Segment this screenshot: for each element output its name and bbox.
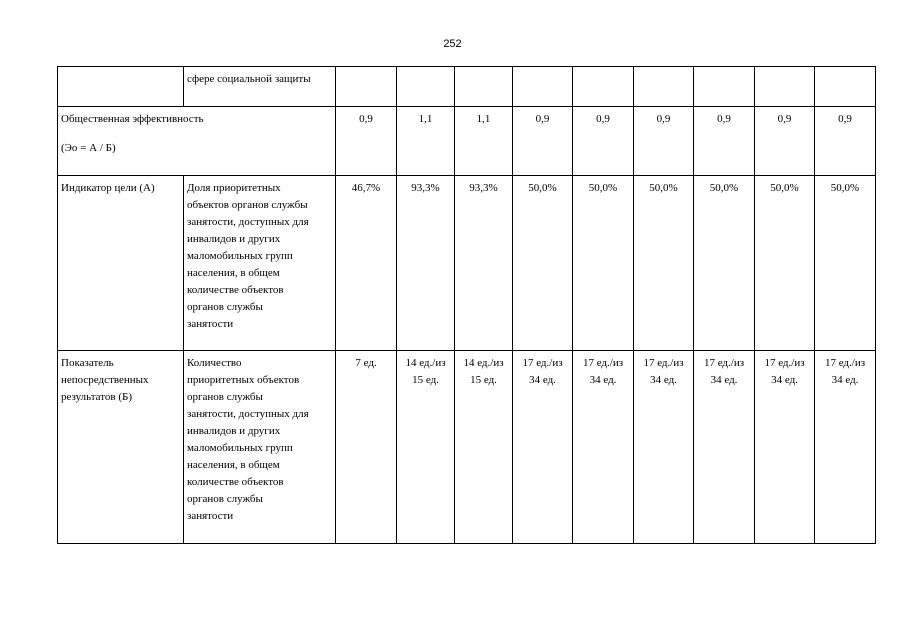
value-line: 15 ед.: [412, 374, 439, 386]
page-number: 252: [443, 38, 462, 50]
description-line: Доля приоритетных: [187, 182, 281, 194]
value-cell: [397, 351, 455, 544]
label-cell: [58, 351, 184, 544]
table-row: [58, 351, 876, 544]
description-text: сфере социальной защиты: [187, 73, 311, 85]
value-line: 34 ед.: [710, 374, 738, 386]
value-cell: 1,1: [397, 107, 455, 176]
table-row: [58, 107, 876, 176]
value-cell: [397, 67, 455, 107]
value-cell: [336, 351, 397, 544]
value-cell: 50,0%: [755, 176, 815, 351]
description-line: приоритетных объектов: [187, 374, 300, 386]
description-line: инвалидов и других: [187, 233, 281, 245]
value-cell: [755, 351, 815, 544]
description-line: органов службы: [187, 391, 263, 403]
description-line: населения, в общем: [187, 459, 280, 471]
value-cell: 50,0%: [634, 176, 694, 351]
value-line: 17 ед./из: [824, 357, 866, 369]
value-cell: 50,0%: [694, 176, 755, 351]
table-row: [58, 67, 876, 107]
value-cell: 50,0%: [513, 176, 573, 351]
value-cell: [455, 351, 513, 544]
value-cell: [815, 67, 876, 107]
value-line: 34 ед.: [831, 374, 859, 386]
value-cell: [694, 67, 755, 107]
value-line: 14 ед./из: [405, 357, 446, 369]
description-line: населения, в общем: [187, 267, 280, 279]
value-line: 34 ед.: [529, 374, 556, 386]
value-cell: [694, 351, 755, 544]
label-cell: [58, 107, 336, 176]
label-cell: [58, 176, 184, 351]
value-cell: 0,9: [634, 107, 694, 176]
value-cell: 0,9: [755, 107, 815, 176]
value-line: 17 ед./из: [703, 357, 745, 369]
description-line: маломобильных групп: [187, 250, 293, 262]
value-line: 14 ед./из: [463, 357, 504, 369]
value-cell: 0,9: [573, 107, 634, 176]
value-cell: [634, 67, 694, 107]
value-cell: [336, 67, 397, 107]
efficiency-label: Общественная эффективность: [61, 113, 204, 125]
description-line: занятости: [187, 318, 234, 330]
description-line: количестве объектов: [187, 284, 284, 296]
description-line: инвалидов и других: [187, 425, 281, 437]
value-cell: 93,3%: [455, 176, 513, 351]
description-line: органов службы: [187, 493, 263, 505]
table-row: [58, 176, 876, 351]
value-cell: [455, 67, 513, 107]
value-line: 7 ед.: [355, 357, 377, 369]
value-cell: [755, 67, 815, 107]
value-line: 34 ед.: [589, 374, 617, 386]
description-line: органов службы: [187, 301, 263, 313]
goal-indicator-label: Индикатор цели (А): [61, 182, 155, 194]
result-indicator-label: результатов (Б): [61, 391, 133, 403]
value-cell: 93,3%: [397, 176, 455, 351]
value-cell: [573, 351, 634, 544]
description-line: маломобильных групп: [187, 442, 293, 454]
value-cell: [513, 351, 573, 544]
description-line: занятости, доступных для: [187, 216, 309, 228]
value-cell: [634, 351, 694, 544]
value-line: 17 ед./из: [582, 357, 624, 369]
value-line: 34 ед.: [771, 374, 798, 386]
label-cell: [58, 67, 184, 107]
value-line: 17 ед./из: [764, 357, 805, 369]
value-cell: 0,9: [694, 107, 755, 176]
description-cell: [184, 67, 336, 107]
value-line: 17 ед./из: [522, 357, 563, 369]
value-line: 17 ед./из: [643, 357, 684, 369]
value-cell: 0,9: [336, 107, 397, 176]
efficiency-formula: (Эо = А / Б): [61, 142, 116, 154]
value-cell: 50,0%: [815, 176, 876, 351]
value-cell: [573, 67, 634, 107]
description-line: занятости: [187, 510, 234, 522]
value-cell: [815, 351, 876, 544]
value-cell: 1,1: [455, 107, 513, 176]
result-indicator-label: непосредственных: [61, 374, 149, 386]
description-cell: [184, 176, 336, 351]
indicators-table: [57, 66, 876, 544]
description-line: объектов органов службы: [187, 199, 308, 211]
description-line: количестве объектов: [187, 476, 284, 488]
value-line: 34 ед.: [650, 374, 677, 386]
value-cell: 46,7%: [336, 176, 397, 351]
result-indicator-label: Показатель: [61, 357, 114, 369]
description-cell: [184, 351, 336, 544]
value-cell: 0,9: [815, 107, 876, 176]
value-line: 15 ед.: [470, 374, 497, 386]
description-line: занятости, доступных для: [187, 408, 309, 420]
value-cell: [513, 67, 573, 107]
value-cell: 50,0%: [573, 176, 634, 351]
description-line: Количество: [187, 357, 242, 369]
value-cell: 0,9: [513, 107, 573, 176]
